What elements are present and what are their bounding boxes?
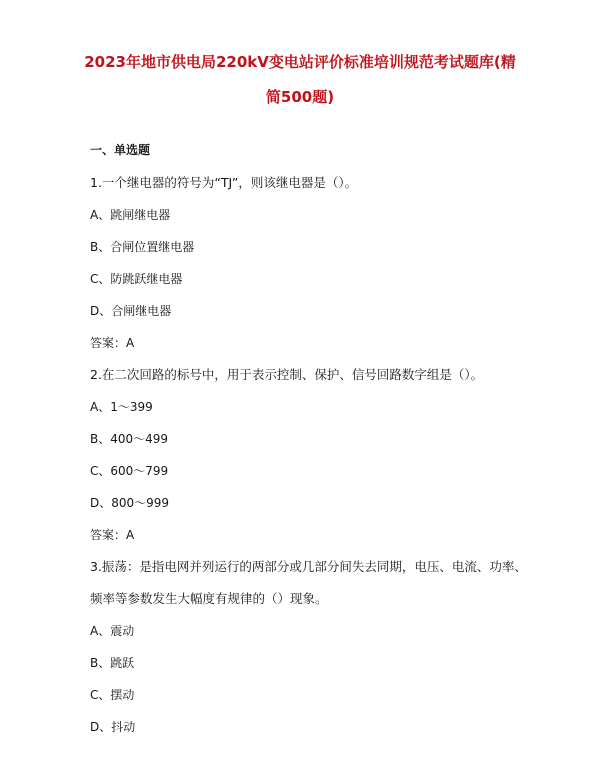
question-3-option-b: B、跳跃 [90, 656, 135, 670]
question-2-option-c: C、600～799 [90, 464, 169, 478]
question-3-stem-line-2: 频率等参数发生大幅度有规律的（）现象。 [90, 591, 328, 606]
question-2-stem: 2.在二次回路的标号中，用于表示控制、保护、信号回路数字组是（）。 [90, 367, 484, 382]
question-1-option-c: C、防跳跃继电器 [90, 272, 183, 286]
section-heading: 一、单选题 [90, 143, 151, 157]
question-1-option-b: B、合闸位置继电器 [90, 240, 195, 254]
question-3-option-a: A、震动 [90, 624, 135, 638]
question-1-option-d: D、合闸继电器 [90, 304, 172, 318]
question-1-stem: 1.一个继电器的符号为“TJ”，则该继电器是（）。 [90, 175, 358, 190]
question-2-answer: 答案：A [90, 528, 135, 542]
question-2-option-d: D、800～999 [90, 496, 170, 510]
document-title-line-2: 简500题) [265, 88, 335, 106]
question-1-option-a: A、跳闸继电器 [90, 208, 171, 222]
question-2-option-b: B、400～499 [90, 432, 169, 446]
question-3-option-c: C、摆动 [90, 688, 135, 702]
question-1-answer: 答案：A [90, 336, 135, 350]
document-title-line-1: 2023年地市供电局220kV变电站评价标准培训规范考试题库(精 [84, 53, 516, 71]
question-3-stem-line-1: 3.振荡：是指电网并列运行的两部分或几部分间失去同期，电压、电流、功率、 [90, 559, 527, 574]
question-2-option-a: A、1～399 [90, 400, 153, 414]
question-3-option-d: D、抖动 [90, 720, 136, 734]
